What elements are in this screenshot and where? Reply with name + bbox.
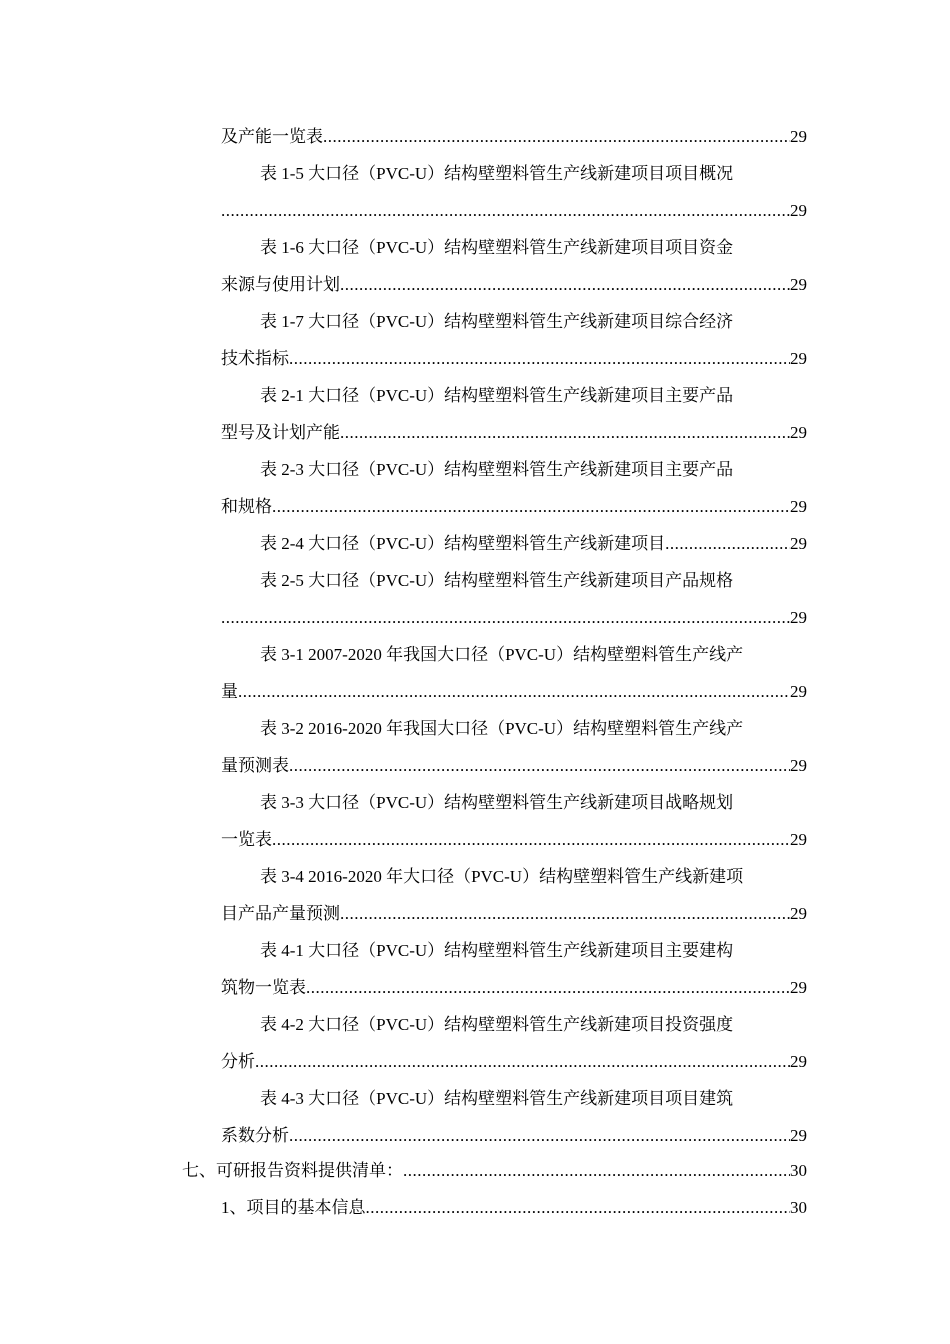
dot-leader: [289, 1123, 790, 1149]
toc-entry[interactable]: [221, 124, 807, 150]
toc-entry[interactable]: [260, 235, 807, 261]
dot-leader: [221, 605, 790, 631]
toc-entry-title: 量预测表: [221, 756, 289, 775]
toc-entry-continuation[interactable]: [221, 679, 807, 705]
toc-entry-continuation[interactable]: [221, 827, 807, 853]
toc-entry[interactable]: [260, 1086, 807, 1112]
toc-entry-title: 表 4-3 大口径（PVC-U）结构壁塑料管生产线新建项目项目建筑: [260, 1089, 734, 1108]
toc-page-number: 29: [790, 127, 807, 146]
dot-leader: [665, 531, 790, 557]
dot-leader: [366, 1195, 791, 1221]
toc-page-number: 29: [790, 830, 807, 849]
toc-entry-title: 表 1-5 大口径（PVC-U）结构壁塑料管生产线新建项目项目概况: [260, 164, 734, 183]
toc-entry-title: 和规格: [221, 497, 272, 516]
toc-entry-continuation[interactable]: [221, 605, 807, 631]
dot-leader: [272, 494, 790, 520]
toc-entry-continuation[interactable]: [221, 901, 807, 927]
toc-entry[interactable]: [260, 790, 807, 816]
toc-entry-title: 技术指标: [221, 349, 289, 368]
toc-entry-title: 表 4-2 大口径（PVC-U）结构壁塑料管生产线新建项目投资强度: [260, 1015, 734, 1034]
toc-entry-title: 及产能一览表: [221, 127, 323, 146]
toc-page-number: 29: [790, 275, 807, 294]
dot-leader: [340, 420, 790, 446]
toc-entry-title: 表 2-5 大口径（PVC-U）结构壁塑料管生产线新建项目产品规格: [260, 571, 734, 590]
toc-page-number: 29: [790, 497, 807, 516]
toc-entry-title: 表 3-2 2016-2020 年我国大口径（PVC-U）结构壁塑料管生产线产: [260, 719, 744, 738]
toc-entry-title: 表 4-1 大口径（PVC-U）结构壁塑料管生产线新建项目主要建构: [260, 941, 734, 960]
toc-entry-title: 表 3-4 2016-2020 年大口径（PVC-U）结构壁塑料管生产线新建项: [260, 867, 744, 886]
toc-entry-continuation[interactable]: [221, 420, 807, 446]
toc-entry-title: 表 2-1 大口径（PVC-U）结构壁塑料管生产线新建项目主要产品: [260, 386, 734, 405]
dot-leader: [340, 272, 790, 298]
toc-page-number: 29: [790, 756, 807, 775]
toc-page-number: 29: [790, 608, 807, 627]
dot-leader: [306, 975, 790, 1001]
toc-page-number: 30: [790, 1198, 807, 1217]
toc-page-number: 29: [790, 423, 807, 442]
dot-leader: [289, 346, 790, 372]
toc-entry[interactable]: [260, 568, 807, 594]
toc-entry-title: 表 1-6 大口径（PVC-U）结构壁塑料管生产线新建项目项目资金: [260, 238, 734, 257]
toc-entry-title: 系数分析: [221, 1126, 289, 1145]
toc-entry-title: 分析: [221, 1052, 255, 1071]
toc-entry[interactable]: [260, 161, 807, 187]
toc-entry-title: 表 3-1 2007-2020 年我国大口径（PVC-U）结构壁塑料管生产线产: [260, 645, 744, 664]
toc-page-number: 29: [790, 978, 807, 997]
toc-entry-title: 量: [221, 682, 238, 701]
toc-entry-continuation[interactable]: [221, 753, 807, 779]
toc-subsection-entry[interactable]: [221, 1195, 807, 1221]
dot-leader: [255, 1049, 790, 1075]
toc-entry[interactable]: [260, 309, 807, 335]
dot-leader: [323, 124, 790, 150]
toc-entry[interactable]: [260, 383, 807, 409]
toc-page-number: 29: [790, 349, 807, 368]
toc-entry-title: 表 3-3 大口径（PVC-U）结构壁塑料管生产线新建项目战略规划: [260, 793, 734, 812]
toc-entry-continuation[interactable]: [221, 975, 807, 1001]
toc-entry-title: 型号及计划产能: [221, 423, 340, 442]
toc-entry[interactable]: [260, 642, 807, 668]
dot-leader: [272, 827, 790, 853]
dot-leader: [340, 901, 790, 927]
toc-entry-title: 一览表: [221, 830, 272, 849]
dot-leader: [238, 679, 790, 705]
dot-leader: [221, 198, 790, 224]
toc-entry-continuation[interactable]: [221, 1123, 807, 1149]
toc-entry[interactable]: [260, 716, 807, 742]
toc-entry-title: 七、可研报告资料提供清单：: [182, 1161, 403, 1180]
toc-entry-title: 目产品产量预测: [221, 904, 340, 923]
toc-entry-continuation[interactable]: [221, 272, 807, 298]
toc-entry-continuation[interactable]: [221, 198, 807, 224]
toc-entry-title: 筑物一览表: [221, 978, 306, 997]
toc-page-number: 29: [790, 682, 807, 701]
toc-entry[interactable]: [260, 938, 807, 964]
toc-page-number: 29: [790, 1126, 807, 1145]
toc-page-number: 29: [790, 534, 807, 553]
toc-entry[interactable]: [260, 457, 807, 483]
toc-page-number: 29: [790, 904, 807, 923]
toc-entry-title: 来源与使用计划: [221, 275, 340, 294]
toc-page-number: 29: [790, 201, 807, 220]
toc-entry-title: 表 2-3 大口径（PVC-U）结构壁塑料管生产线新建项目主要产品: [260, 460, 734, 479]
toc-entry[interactable]: [260, 1012, 807, 1038]
dot-leader: [289, 753, 790, 779]
toc-entry[interactable]: [260, 531, 807, 557]
toc-entry[interactable]: [260, 864, 807, 890]
toc-page-number: 30: [790, 1161, 807, 1180]
toc-entry-continuation[interactable]: [221, 1049, 807, 1075]
toc-entry-title: 1、项目的基本信息: [221, 1198, 366, 1217]
toc-entry-title: 表 2-4 大口径（PVC-U）结构壁塑料管生产线新建项目: [260, 534, 666, 553]
toc-page-number: 29: [790, 1052, 807, 1071]
toc-entry-continuation[interactable]: [221, 346, 807, 372]
toc-section-entry[interactable]: [182, 1158, 807, 1184]
dot-leader: [403, 1158, 790, 1184]
toc-entry-continuation[interactable]: [221, 494, 807, 520]
toc-entry-title: 表 1-7 大口径（PVC-U）结构壁塑料管生产线新建项目综合经济: [260, 312, 734, 331]
